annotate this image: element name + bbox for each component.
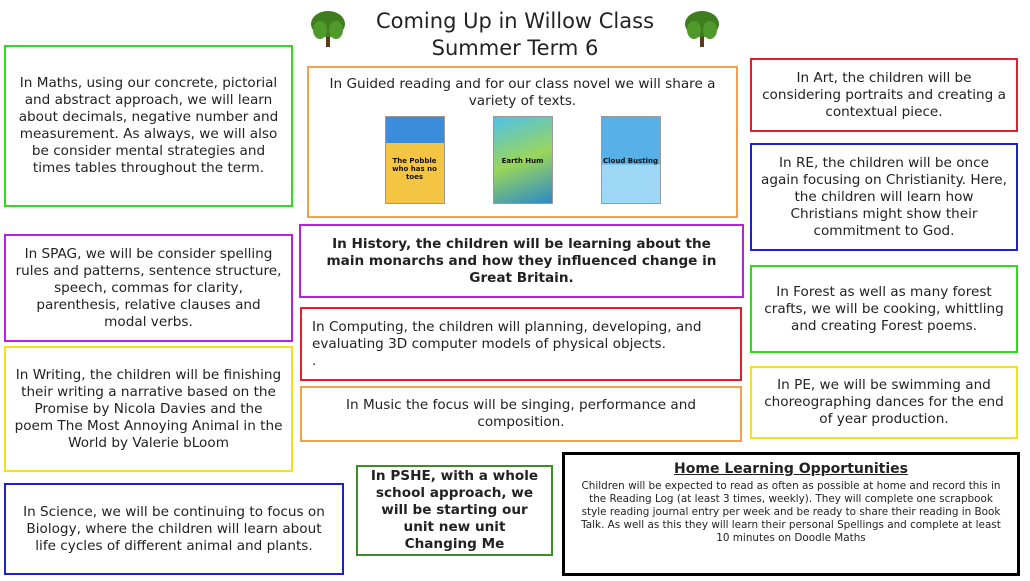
- home-learning-box: [562, 452, 1020, 576]
- book-covers: [385, 116, 661, 204]
- art-box: [750, 58, 1018, 132]
- art-text: In Art, the children will be considering portraits and creating a contextual piece.: [762, 69, 1006, 120]
- maths-box: [4, 45, 293, 207]
- computing-text: In Computing, the children will planning, developing, and evaluating 3D computer models of physical objects.: [312, 318, 702, 352]
- page-title: [330, 8, 700, 62]
- forest-box: [750, 265, 1018, 353]
- pe-text: In PE, we will be swimming and choreographing dances for the end of year production.: [764, 377, 1004, 427]
- book-title: The Pobble who has no toes: [392, 157, 437, 181]
- home-learning-text: Children will be expected to read as often as possible at home and record this in the Reading Log (at least 3 times, weekly). They will complete one scrapbook style reading journal entry per week and be ready to share their reading in Book Talk. As well as this they will learn their personal Spellings and complete at least 10 minutes on Doodle Maths: [581, 480, 1001, 544]
- book-title: Earth Hum: [501, 157, 544, 165]
- spag-text: In SPAG, we will be consider spelling rules and patterns, sentence structure, speech, commas for clarity, parenthesis, relative clauses and modal verbs.: [15, 245, 282, 330]
- book-title: Cloud Busting: [602, 157, 658, 165]
- computing-box: [300, 307, 742, 381]
- book-cover: [385, 116, 445, 204]
- writing-text: In Writing, the children will be finishing their writing a narrative based on the Promise by Nicola Davies and the poem The Most Annoying Animal in the World by Valerie bLoom: [14, 366, 283, 451]
- guided-reading-box: [307, 66, 738, 218]
- willow-tree-icon: [682, 8, 722, 48]
- book-cover: [493, 116, 553, 204]
- title-line-1: Coming Up in Willow Class: [375, 9, 655, 33]
- science-text: In Science, we will be continuing to focus on Biology, where the children will learn about life cycles of different animal and plants.: [23, 503, 325, 554]
- spag-box: [4, 234, 293, 342]
- title-line-2: Summer Term 6: [431, 36, 599, 60]
- music-text: In Music the focus will be singing, performance and composition.: [346, 397, 696, 430]
- re-box: [750, 143, 1018, 251]
- book-cover: [601, 116, 661, 204]
- computing-trailing-dot: .: [312, 352, 317, 369]
- maths-text: In Maths, using our concrete, pictorial and abstract approach, we will learn about decimals, negative number and measurement. As always, we will also be consider mental strategies and times tables throughout the term.: [18, 75, 279, 176]
- pe-box: [750, 366, 1018, 439]
- re-text: In RE, the children will be once again focusing on Christianity. Here, the children will learn how Christians might show their commitment to God.: [761, 154, 1007, 239]
- forest-text: In Forest as well as many forest crafts, we will be cooking, whittling and creating Forest poems.: [764, 283, 1004, 334]
- home-learning-title: Home Learning Opportunities: [674, 461, 908, 477]
- history-box: [299, 224, 744, 298]
- pshe-box: [356, 465, 553, 556]
- pshe-text: In PSHE, with a whole school approach, we will be starting our unit new unit Changing Me: [370, 468, 539, 552]
- writing-box: [4, 346, 293, 472]
- guided-reading-text: In Guided reading and for our class novel we will share a variety of texts.: [329, 76, 716, 109]
- music-box: [300, 386, 742, 442]
- science-box: [4, 483, 344, 575]
- history-text: In History, the children will be learning about the main monarchs and how they influenced change in Great Britain.: [326, 235, 717, 286]
